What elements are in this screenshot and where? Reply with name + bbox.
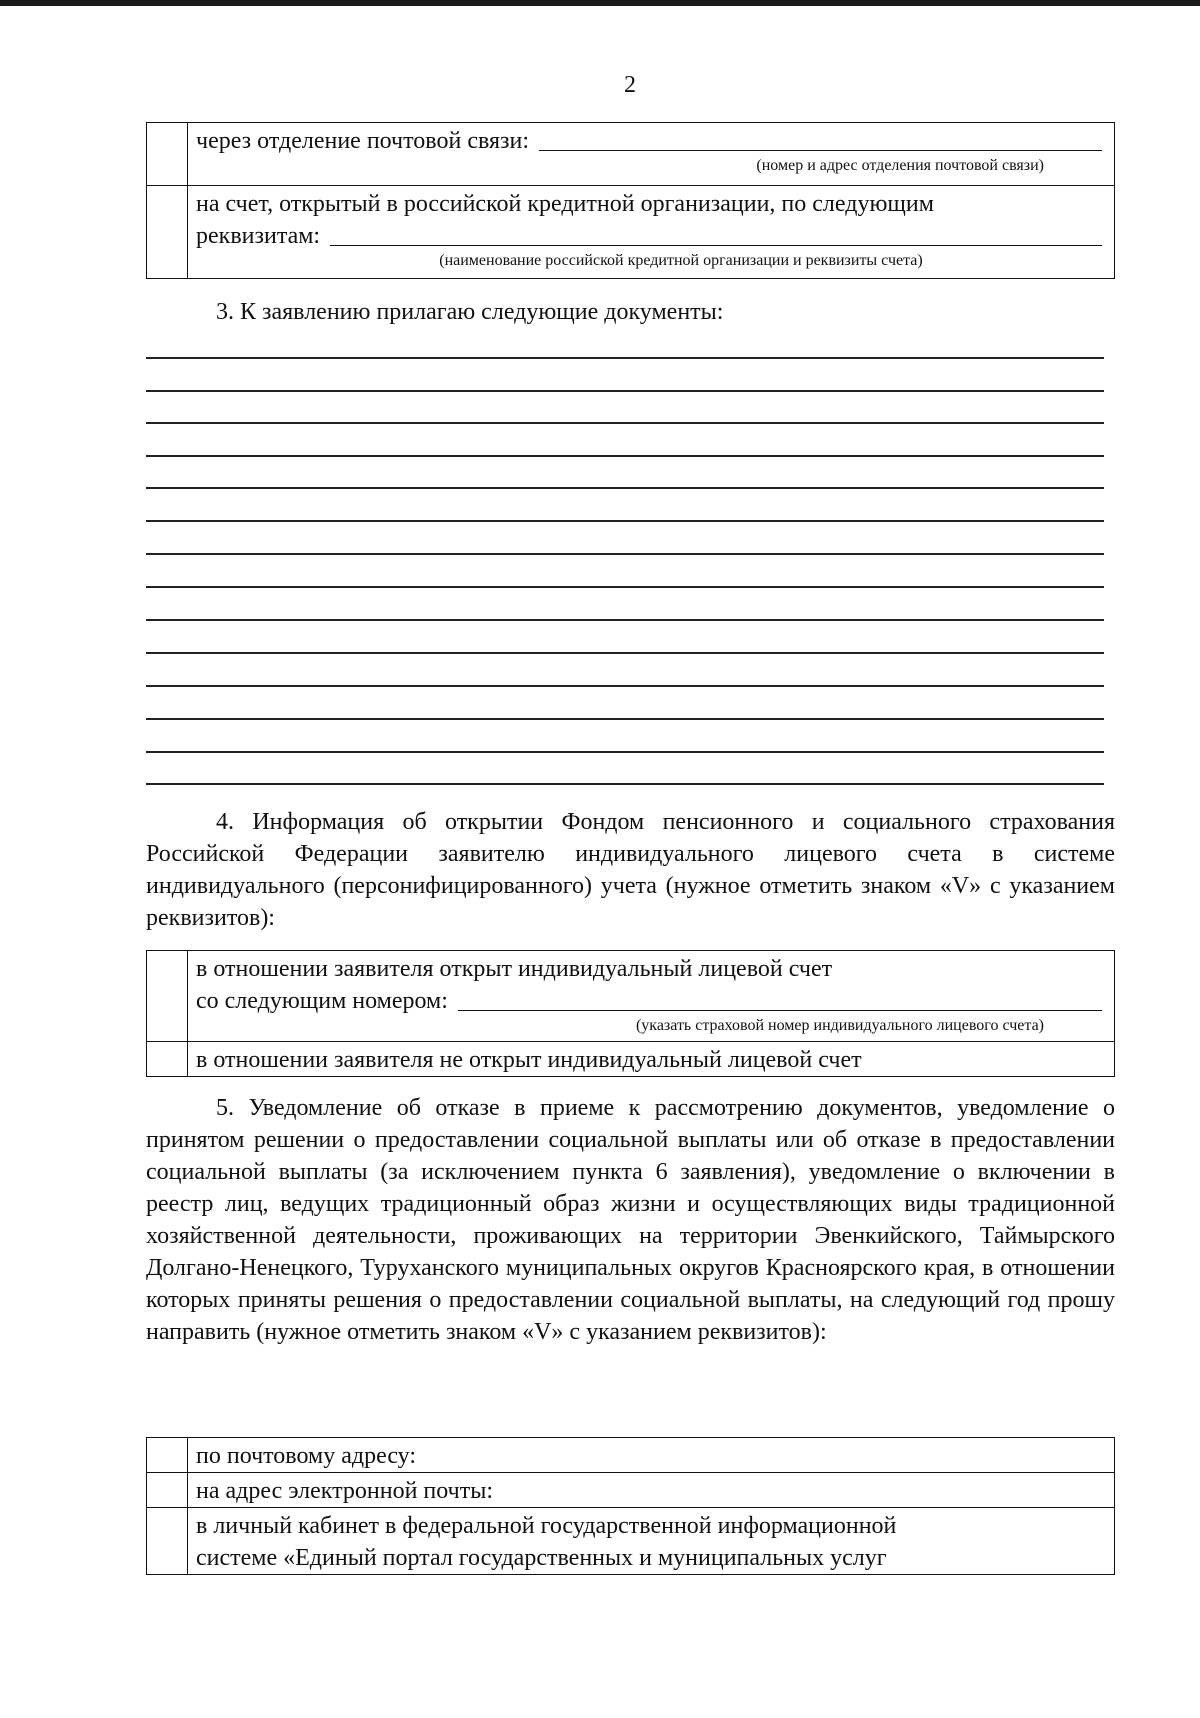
document-list-line[interactable] [146,619,1104,621]
table-row [147,186,1115,279]
option-cell [188,951,1115,1042]
section-3-heading: 3. К заявлению прилагаю следующие документы: [216,299,724,325]
option-label-account-not-opened: в отношении заявителя не открыт индивидуальный лицевой счет [196,1047,862,1073]
option-cell [188,1042,1115,1077]
checkbox-cell-email[interactable] [147,1473,188,1508]
document-list-line[interactable] [146,487,1104,489]
personal-account-table [146,950,1115,1077]
document-list-line[interactable] [146,422,1104,424]
document-list-line[interactable] [146,586,1104,588]
fill-line-account-number[interactable] [458,1009,1102,1011]
table-row [147,1042,1115,1077]
document-list-line[interactable] [146,520,1104,522]
table-row [147,1508,1115,1575]
checkbox-cell-gosuslugi[interactable] [147,1508,188,1575]
fill-line-bank-requisites[interactable] [330,244,1102,246]
hint-account-number: (указать страховой номер индивидуального лицевого счета) [635,1017,1044,1034]
payment-method-table [146,122,1115,279]
document-list-line[interactable] [146,685,1104,687]
document-list-line[interactable] [146,718,1104,720]
document-list-line[interactable] [146,783,1104,785]
checkbox-cell-account-not-opened[interactable] [147,1042,188,1077]
table-row [147,123,1115,186]
option-label-gosuslugi-line1: в личный кабинет в федеральной государственной информационной [196,1513,897,1539]
option-label-account-opened: в отношении заявителя открыт индивидуальный лицевой счет [196,956,833,982]
option-cell [188,1473,1115,1508]
option-label-requisites: реквизитам: [196,223,321,249]
checkbox-cell-account-opened[interactable] [147,951,188,1042]
hint-bank-account: (наименование российской кредитной организации и реквизиты счета) [439,252,923,269]
table-row [147,1473,1115,1508]
checkbox-cell-postal-address[interactable] [147,1438,188,1473]
page-number: 2 [624,72,636,98]
checkbox-cell-bank-account[interactable] [147,186,188,279]
option-label-account-number: со следующим номером: [196,988,448,1014]
document-list-line[interactable] [146,553,1104,555]
document-list-line[interactable] [146,390,1104,392]
section-4-text: 4. Информация об открытии Фондом пенсионного и социального страхования Российской Федерации заявителю индивидуального лицевого счета в системе индивидуального (персонифицированного) учета (нужное отметить знаком «V» с указанием реквизитов): [146,809,1115,931]
option-cell [188,1438,1115,1473]
option-label-bank-account: на счет, открытый в российской кредитной организации, по следующим [196,191,934,217]
option-label-gosuslugi-line2: системе «Единый портал государственных и муниципальных услуг [196,1545,887,1571]
document-list-line[interactable] [146,751,1104,753]
section-5-text: 5. Уведомление об отказе в приеме к рассмотрению документов, уведомление о принятом решении о предоставлении социальной выплаты или об отказе в предоставлении социальной выплаты (за исключением пункта 6 заявления), уведомление о включении в реестр лиц, ведущих традиционный образ жизни и осуществляющих виды традиционной хозяйственной деятельности, проживающих на территории Эвенкийского, Таймырского Долгано-Ненецкого, Туруханского муниципальных округов Красноярского края, в отношении которых приняты решения о предоставлении социальной выплаты, на следующий год прошу направить (нужное отметить знаком «V» с указанием реквизитов): [146,1095,1115,1345]
notification-method-table [146,1437,1115,1575]
document-list-line[interactable] [146,357,1104,359]
scan-top-edge [0,0,1200,6]
option-cell [188,1508,1115,1575]
table-row [147,1438,1115,1473]
option-cell [188,186,1115,279]
option-cell [188,123,1115,186]
option-label-email: на адрес электронной почты: [196,1478,493,1504]
option-label-postal-address: по почтовому адресу: [196,1443,417,1469]
fill-line-postal-office[interactable] [539,149,1102,151]
table-row [147,951,1115,1042]
document-list-line[interactable] [146,455,1104,457]
hint-postal-office: (номер и адрес отделения почтовой связи) [756,157,1044,174]
option-label-postal-office: через отделение почтовой связи: [196,128,530,154]
checkbox-cell-postal-office[interactable] [147,123,188,186]
document-list-line[interactable] [146,652,1104,654]
